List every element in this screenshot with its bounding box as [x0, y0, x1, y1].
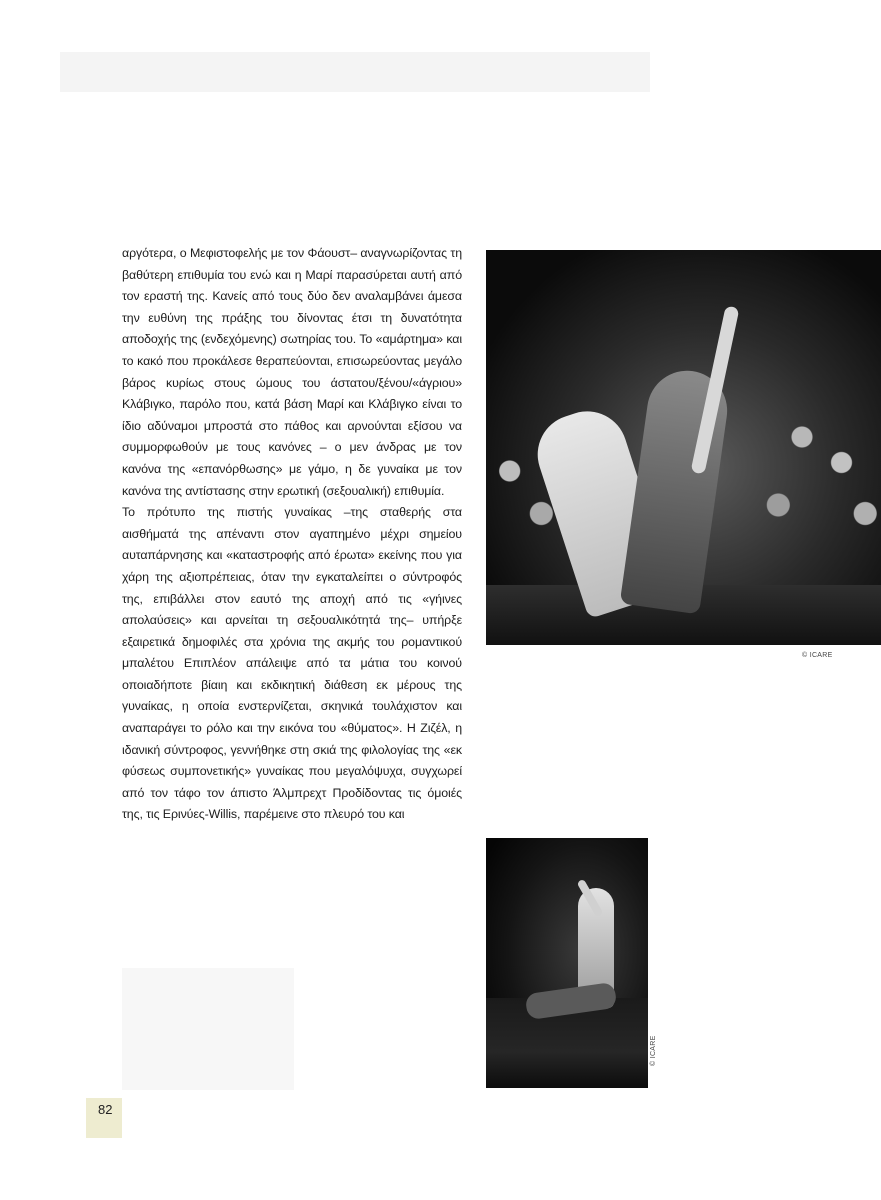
paragraph: Το πρότυπο της πιστής γυναίκας –της σταθερής στα αισθήματά της απέναντι στον αγαπημένο μέχρι σημείου αυταπάρνησης και «καταστροφής από έρωτα» εκείνης που για χάρη της αξιοπρέπειας, όταν την εγκαταλείπει ο σύντροφός της, επιβάλλει στον εαυτό της αποχή από τις «γήινες απολαύσεις» και αρνείται τη σεξουαλικότητά της– υπήρξε εξαιρετικά δημοφιλές στα χρόνια της ακμής του ρομαντικού μπαλέτου Επιπλέον απάλειψε από τα μάτια του κοινού οποιαδήποτε βίαιη και εκδικητική διάθεση εκ μέρους της γυναίκας, η οποία ενστερνίζεται, σκηνικά τουλάχιστον και αναπαράγει το ρόλο και την εικόνα του «θύματος». Η Ζιζέλ, η ιδανική σύντροφος, γεννήθηκε στη σκιά της φιλολογίας της «εκ φύσεως συμπονετικής» γυναίκας που μεγαλόψυχα, συγχωρεί από τον τάφο τον άπιστο Άλμπρεχτ Προδίδοντας τις όμοιές της, τις Ερινύες-Willis, παρέμεινε στο πλευρό του και	[122, 505, 462, 822]
page-number: 82	[98, 1102, 113, 1117]
faded-header-band	[60, 52, 650, 92]
ballet-photo-duet	[486, 838, 648, 1088]
photo-credit: © ICARE	[802, 652, 833, 659]
body-text-column	[122, 243, 462, 826]
paragraph: αργότερα, ο Μεφιστοφελής με τον Φάουστ– αναγνωρίζοντας τη βαθύτερη επιθυμία του ενώ και η Μαρί παρασύρεται αυτή από τον εραστή της. Κανείς από τους δύο δεν αναλαμβάνει άμεσα την ευθύνη της πράξης του δίνοντας έτσι τη δυνατότητα αποδοχής της (ενδεχόμενης) σωτηρίας του. Το «αμάρτημα» και το κακό που προκάλεσε θεραπεύονται, επισωρεύοντας μεγάλο βάρος κυρίως στους ώμους του άστατου/ξένου/«άγριου» Κλάβιγκο, παρόλο που, κατά βάση Μαρί και Κλάβιγκο είναι το ίδιο αδύναμοι μπροστά στο πάθος και αρνούνται εξίσου να συμμορφωθούν με τους κανόνες – ο μεν άνδρας με τον κανόνα της «επανόρθωσης» με γάμο, η δε γυναίκα με τον κανόνα της αντίστασης στην ερωτική (σεξουαλική) επιθυμία.	[122, 246, 462, 498]
photo-credit-vertical: © ICARE	[650, 1035, 657, 1066]
faded-block	[122, 968, 294, 1090]
ballet-photo-ensemble	[486, 250, 881, 645]
